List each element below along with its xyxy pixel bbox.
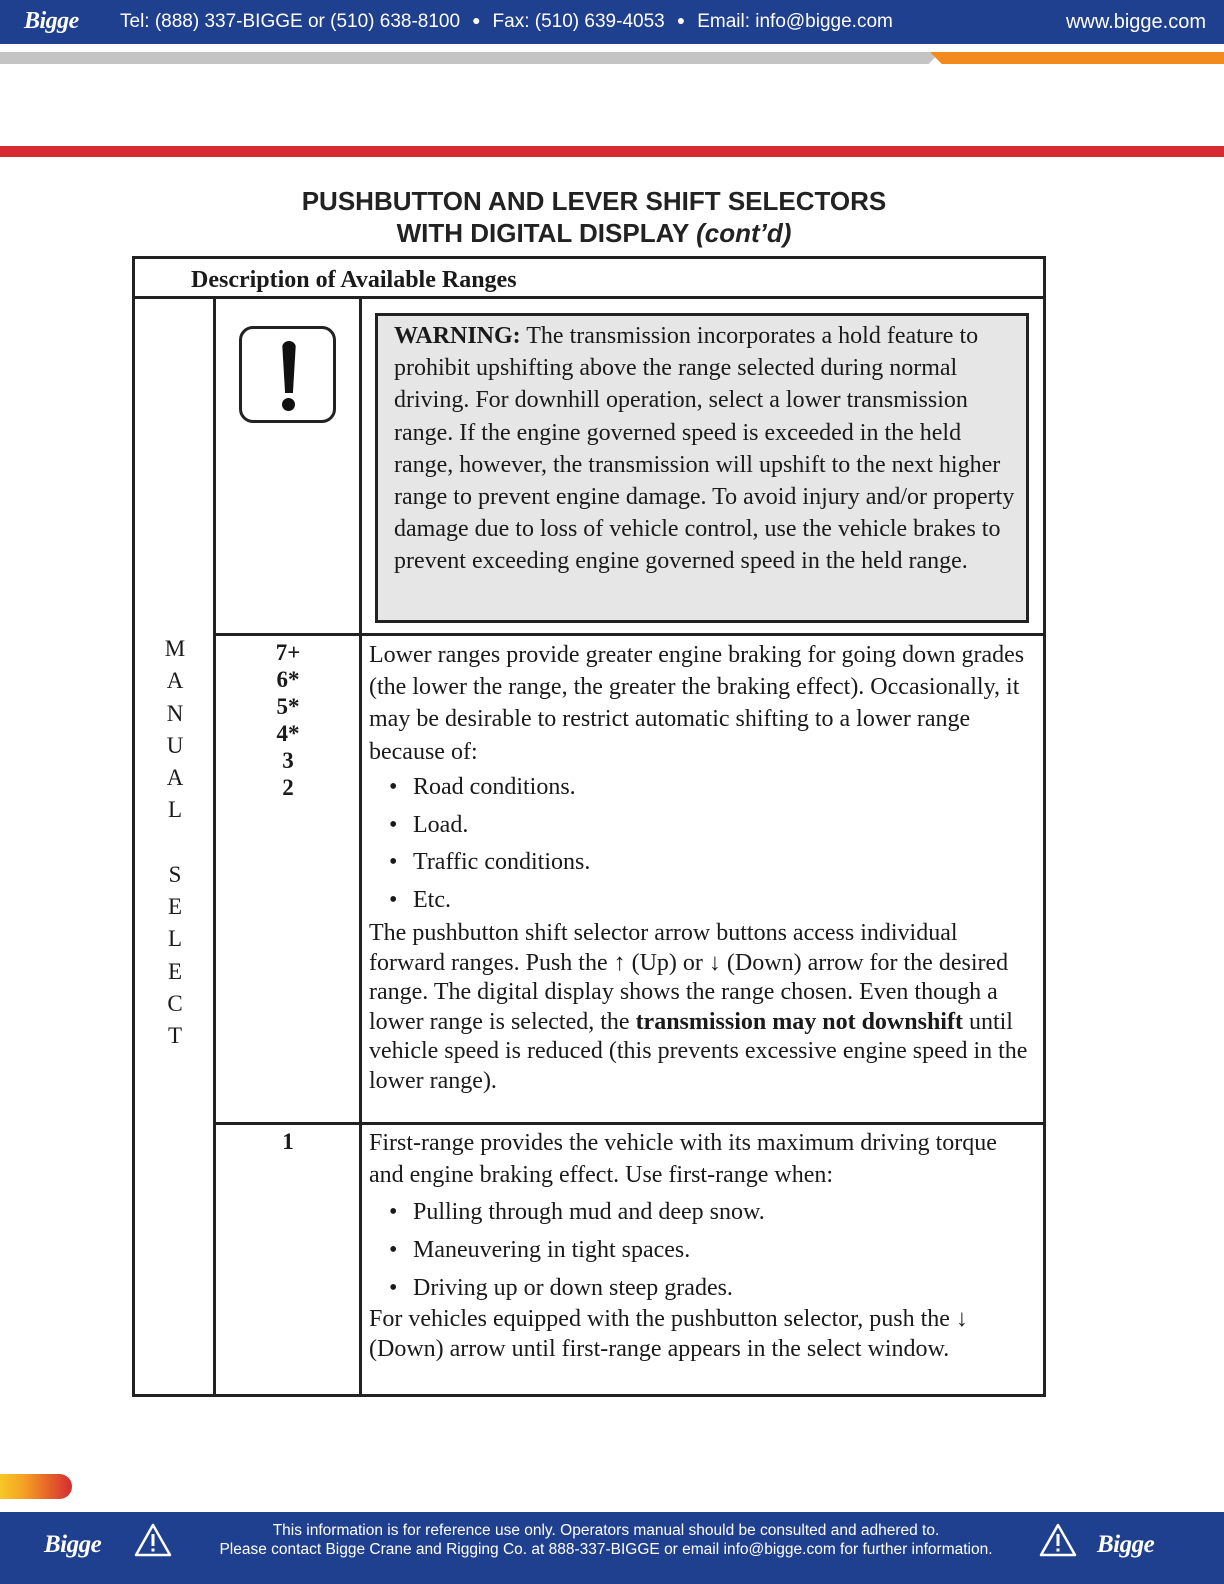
side-letter: A [166, 765, 184, 791]
side-letter: L [167, 797, 183, 823]
table-header-rule [135, 296, 1043, 299]
manual-intro: Lower ranges provide greater engine braking for going down grades (the lower the range, the greater the braking effect). Occasionally, it may be desirable to restrict automatic shifting to a lower range because of: [369, 642, 1025, 765]
instructions-text: until vehicle speed is reduced (this prevents excessive engine speed in the lower range). [369, 1008, 1028, 1094]
subtitle-text: WITH DIGITAL DISPLAY [396, 218, 689, 248]
phone-text: Tel: (888) 337-BIGGE or (510) 638-8100 [120, 11, 461, 32]
bigge-logo[interactable]: Bigge [24, 8, 79, 34]
bullet-dot-icon: ● [472, 12, 481, 28]
side-letter: A [166, 668, 184, 694]
range-value: 6* [276, 667, 300, 692]
orange-stripe [930, 52, 1224, 64]
disclaimer-line: This information is for reference use only. Operators manual should be consulted and adhered to. [272, 1522, 940, 1539]
column-divider [359, 296, 362, 1394]
first-range-intro: First-range provides the vehicle with its maximum driving torque and engine braking effect. Use first-range when: [369, 1130, 997, 1189]
side-letter-gap [135, 827, 215, 859]
footer-bar [0, 1512, 1224, 1584]
manual-ranges-list [215, 639, 361, 801]
list-item: • Maneuvering in tight spaces. [413, 1237, 690, 1264]
list-item: • Traffic conditions. [413, 849, 590, 876]
manual-select-label [135, 633, 215, 1053]
bigge-logo[interactable]: Bigge [1097, 1531, 1155, 1558]
warning-triangle-icon [134, 1523, 172, 1557]
subtitle-contd: (cont’d) [696, 218, 792, 248]
range-value: 3 [282, 748, 294, 773]
row-divider [213, 633, 1043, 636]
page-title: PUSHBUTTON AND LEVER SHIFT SELECTORS [301, 186, 887, 216]
side-letter: E [167, 958, 183, 984]
list-item: • Etc. [413, 887, 451, 914]
fax-text: Fax: (510) 639-4053 [492, 11, 665, 32]
side-letter: C [167, 990, 183, 1016]
red-divider [0, 146, 1224, 157]
page-subtitle [0, 218, 1188, 249]
exclamation-dot [282, 398, 295, 411]
list-item: • Pulling through mud and deep snow. [413, 1199, 765, 1226]
side-letter: M [164, 636, 186, 661]
side-letter: E [167, 894, 183, 920]
header-bar [0, 0, 1224, 44]
instructions-text: The pushbutton shift selector arrow buttons access individual forward ranges. Push the ↑ (Up) or ↓ (Down) arrow for the desired range. The digital display shows the range chosen. Even though a lower range is selected, the [369, 920, 1009, 1035]
exclamation-icon [239, 326, 336, 423]
exclamation-bar [282, 341, 296, 393]
bigge-logo[interactable]: Bigge [44, 1531, 102, 1558]
row-divider [213, 1122, 1043, 1125]
instructions-emphasis: transmission may not downshift [635, 1008, 963, 1035]
warning-box [375, 313, 1029, 623]
contact-info [120, 11, 893, 33]
manual-instructions [369, 919, 1029, 1096]
gradient-pill-decoration [0, 1474, 72, 1499]
table-header: Description of Available Ranges [191, 267, 517, 293]
range-value: 2 [282, 775, 294, 800]
range-value: 7+ [275, 640, 301, 665]
side-letter: L [167, 926, 183, 952]
side-letter: T [167, 1023, 183, 1049]
footer-disclaimer [190, 1521, 1022, 1559]
warning-triangle-icon [1039, 1523, 1077, 1557]
side-letter: U [166, 732, 184, 758]
first-range-value: 1 [282, 1129, 294, 1154]
range-value: 4* [276, 721, 300, 746]
list-item: • Load. [413, 812, 468, 839]
first-range-outro: For vehicles equipped with the pushbutton selector, push the ↓ (Down) arrow until first-range appears in the select window. [369, 1306, 968, 1362]
warning-label: WARNING: [394, 323, 521, 349]
gray-stripe [0, 52, 940, 64]
website-link[interactable]: www.bigge.com [1065, 11, 1206, 33]
list-item: • Road conditions. [413, 774, 576, 801]
disclaimer-line: Please contact Bigge Crane and Rigging Co. at 888-337-BIGGE or email info@bigge.com for further information. [219, 1541, 993, 1558]
side-letter: S [168, 861, 182, 887]
bullet-dot-icon: ● [676, 12, 686, 28]
range-value: 5* [276, 694, 300, 719]
warning-text: The transmission incorporates a hold feature to prohibit upshifting above the range selected during normal driving. For downhill operation, select a lower transmission range. If the engine governed speed is exceeded in the held range, however, the transmission will upshift to the next higher range to prevent engine damage. To avoid injury and/or property damage due to loss of vehicle control, use the vehicle brakes to prevent exceeding engine governed speed in the held range. [394, 323, 1015, 575]
side-letter: N [166, 700, 184, 726]
list-item: • Driving up or down steep grades. [413, 1275, 733, 1302]
email-link[interactable]: Email: info@bigge.com [697, 11, 893, 32]
ranges-table [132, 256, 1046, 1397]
